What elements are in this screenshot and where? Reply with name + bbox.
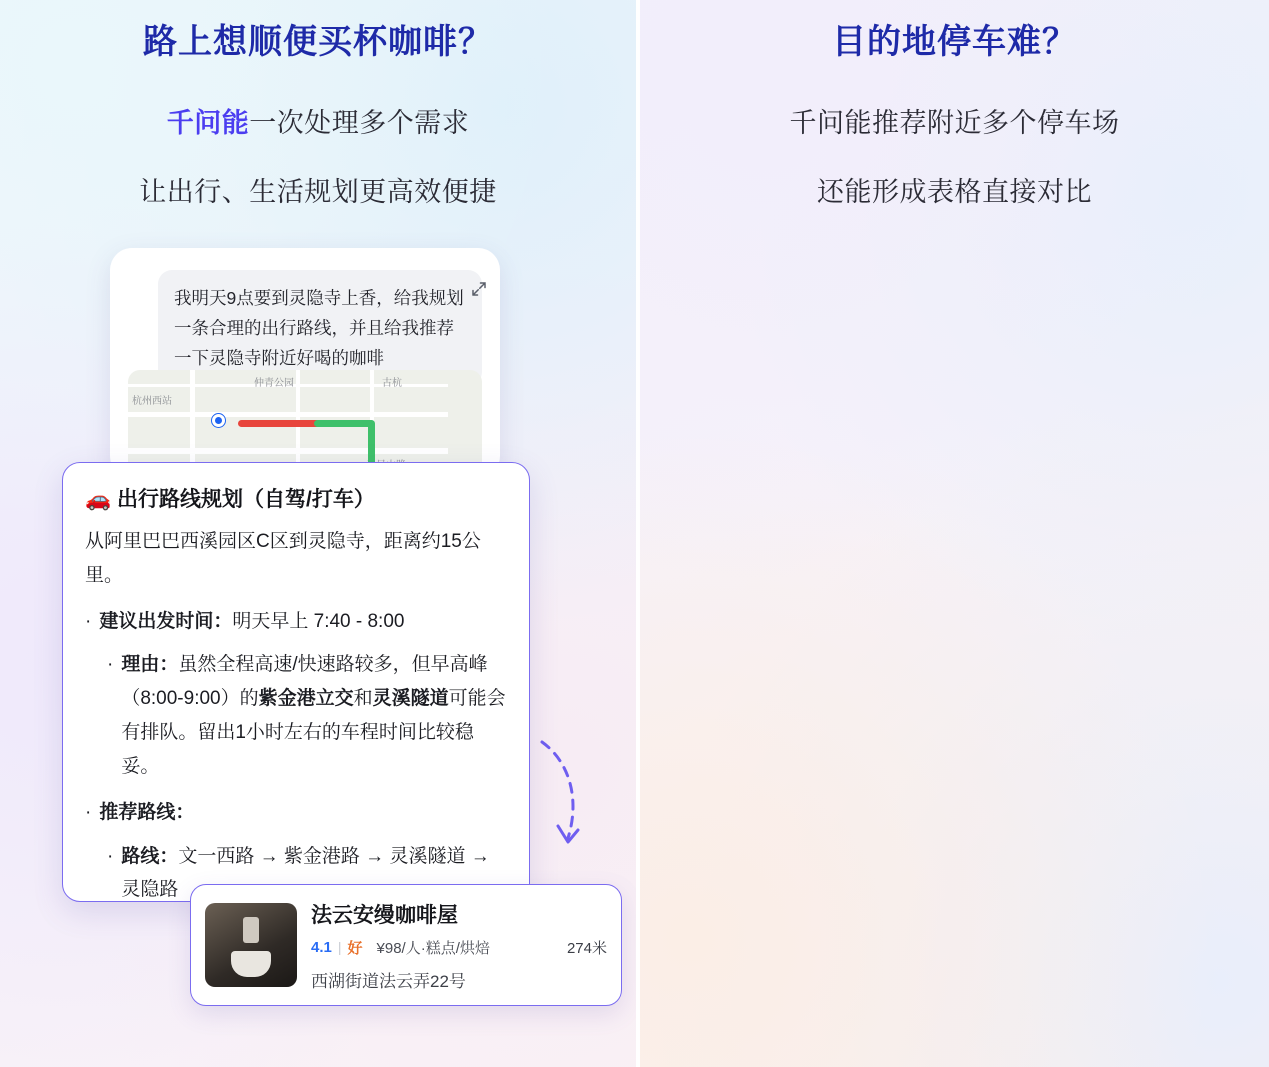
left-subtitle-rest: 一次处理多个需求	[249, 108, 470, 138]
right-subtitle-2: 还能形成表格直接对比	[817, 177, 1092, 207]
brand-name: 千问能	[166, 108, 250, 138]
route-reason-bold-1: 紫金港立交	[258, 688, 354, 710]
route-depart-label: 建议出发时间：	[99, 610, 233, 632]
route-segment-clear	[314, 420, 374, 427]
route-plan-card	[62, 462, 530, 902]
route-card-title	[85, 483, 507, 513]
map-label-2: 古杭	[382, 378, 402, 389]
route-path-value: 文一西路 → 紫金港路 → 灵溪隧道 → 灵隐路	[121, 845, 490, 901]
route-depart-time-item	[85, 605, 507, 639]
route-reason-item	[85, 648, 507, 783]
route-card-intro: 从阿里巴巴西溪园区C区到灵隐寺，距离约15公里。	[85, 531, 481, 586]
route-segment-congested	[238, 420, 320, 427]
bullet-icon: ·	[107, 845, 114, 867]
route-segment-clear-2	[368, 420, 375, 466]
expand-icon[interactable]	[466, 276, 492, 302]
route-reason-text-a: 虽然全程高速/快速路较多，但早高峰（8:00-9:00）的	[121, 654, 488, 710]
route-reason-bold-2: 灵溪隧道	[372, 688, 449, 710]
left-heading-block	[0, 0, 636, 209]
left-phone-mock	[110, 248, 500, 478]
left-title: 路上想顺便买杯咖啡？	[143, 23, 493, 61]
flow-arrow-icon	[536, 738, 596, 858]
right-subtitle: 千问能推荐附近多个停车场	[789, 108, 1120, 138]
poi-card[interactable]	[190, 884, 622, 1006]
right-title: 目的地停车难？	[832, 23, 1077, 61]
map-label-1: 仲青公园	[254, 378, 294, 389]
map-label-0: 杭州西站	[132, 396, 172, 407]
left-subtitle-2: 让出行、生活规划更高效便捷	[139, 177, 497, 207]
route-reason-text-c: 可能会有排队。留出1小时左右的车程时间比较稳妥。	[121, 688, 506, 777]
bullet-icon: ·	[85, 610, 92, 632]
poi-meta-row	[311, 937, 607, 958]
right-panel	[640, 0, 1269, 1067]
poi-body	[311, 899, 607, 992]
route-recommend-label: 推荐路线：	[99, 801, 195, 823]
poi-divider: |	[337, 939, 342, 955]
left-subtitle	[0, 101, 636, 140]
poi-rating: 4.1	[311, 938, 332, 956]
route-depart-value: 明天早上 7:40 - 8:00	[232, 610, 405, 632]
route-recommend-item	[85, 796, 507, 830]
poi-distance: 274米	[566, 939, 607, 957]
route-reason-label: 理由：	[121, 654, 179, 676]
right-heading-block	[640, 0, 1269, 209]
coffee-photo	[205, 903, 297, 987]
bullet-icon: ·	[85, 801, 92, 823]
route-card-title-text: 出行路线规划（自驾/打车）	[117, 488, 375, 511]
bullet-icon: ·	[107, 654, 114, 676]
user-message-bubble: 我明天9点要到灵隐寺上香，给我规划一条合理的出行路线，并且给我推荐一下灵隐寺附近好喝的咖啡	[158, 270, 482, 386]
poi-address: 西湖街道法云弄22号	[311, 971, 466, 991]
route-reason-text-b: 和	[353, 688, 373, 710]
route-path-label: 路线：	[121, 845, 179, 867]
car-icon: 🚗	[85, 488, 112, 511]
poi-name: 法云安缦咖啡屋	[311, 903, 458, 927]
poi-rating-word: 好	[347, 939, 363, 957]
map-origin-dot	[212, 414, 225, 427]
poi-price: ¥98/人·糕点/烘焙	[376, 939, 490, 957]
